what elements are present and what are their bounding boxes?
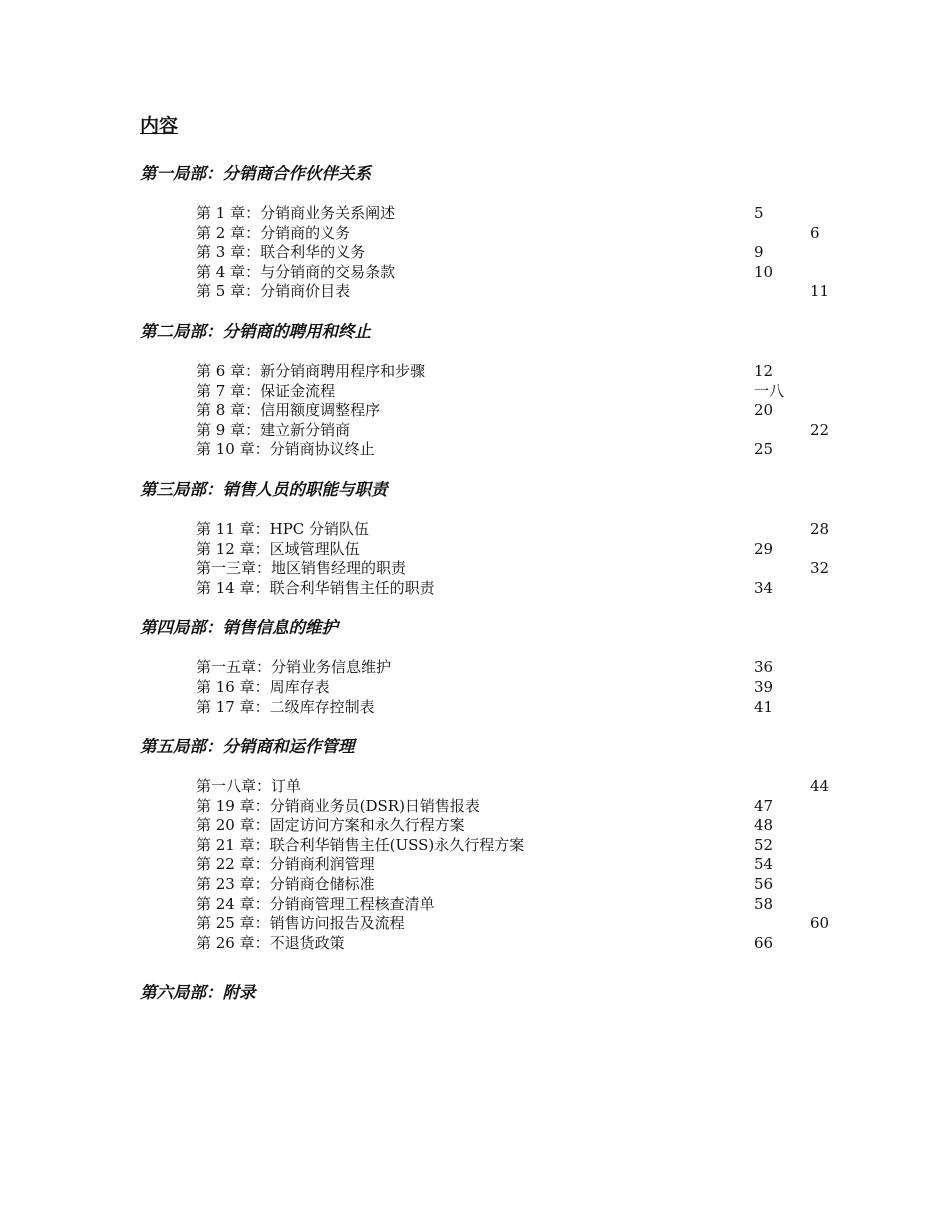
part-title: 第四局部：销售信息的维护 (140, 618, 338, 638)
chapter-entry (196, 579, 840, 599)
chapter-title: 第 26 章：不退货政策 (196, 933, 345, 952)
toc-part (140, 478, 840, 598)
chapter-title: 第一五章：分销业务信息维护 (196, 658, 392, 677)
chapter-entry (196, 914, 840, 934)
chapter-title: 第 1 章：分销商业务关系阐述 (196, 204, 396, 222)
chapter-page-number: 5 (754, 204, 764, 222)
chapter-page-number: 54 (754, 855, 774, 874)
chapter-page-number: 56 (754, 875, 774, 894)
chapter-title: 第 2 章：分销商的义务 (196, 223, 351, 242)
chapter-entry (196, 855, 840, 875)
chapter-title: 第 9 章：建立新分销商 (196, 420, 351, 439)
part-title: 第一局部：分销商合作伙伴关系 (140, 164, 371, 183)
chapter-page-number: 39 (754, 677, 774, 696)
chapter-entry (196, 421, 840, 441)
chapter-page-number: 9 (754, 243, 764, 262)
chapter-title: 第 19 章：分销商业务员(DSR)日销售报表 (196, 796, 480, 815)
chapter-title: 第 8 章：信用额度调整程序 (196, 401, 381, 420)
chapter-title: 第 25 章：销售访问报告及流程 (196, 914, 405, 933)
chapter-page-number: 44 (810, 777, 830, 796)
chapter-page-number: 47 (754, 796, 774, 815)
chapter-page-number: 60 (810, 914, 830, 933)
chapter-entry (196, 362, 840, 382)
chapter-title: 第 17 章：二级库存控制表 (196, 697, 375, 716)
chapter-list (196, 658, 840, 717)
chapter-page-number: 25 (754, 440, 774, 459)
chapter-title: 第一八章：订单 (196, 777, 302, 796)
chapter-list (196, 777, 840, 953)
chapter-entry (196, 401, 840, 421)
part-title: 第三局部：销售人员的职能与职责 (140, 479, 388, 499)
toc-part (140, 616, 840, 717)
chapter-page-number: 20 (754, 401, 774, 420)
chapter-title: 第 5 章：分销商价目表 (196, 282, 351, 301)
part-title: 第五局部：分销商和运作管理 (140, 737, 355, 757)
chapter-entry (196, 934, 840, 954)
chapter-page-number: 一八 (754, 381, 785, 400)
chapter-page-number: 28 (810, 519, 830, 538)
table-of-contents (140, 112, 840, 1023)
chapter-title: 第 4 章：与分销商的交易条款 (196, 262, 396, 281)
chapter-page-number: 58 (754, 894, 774, 913)
chapter-entry (196, 777, 840, 797)
chapter-entry (196, 797, 840, 817)
chapter-entry (196, 243, 840, 263)
chapter-page-number: 10 (754, 262, 774, 281)
chapter-entry (196, 875, 840, 895)
chapter-title: 第 23 章：分销商仓储标准 (196, 875, 375, 894)
chapter-entry (196, 263, 840, 283)
chapter-page-number: 36 (754, 658, 774, 677)
chapter-page-number: 41 (754, 697, 774, 716)
chapter-entry (196, 658, 840, 678)
chapter-entry (196, 540, 840, 560)
toc-part (140, 162, 840, 302)
chapter-entry (196, 282, 840, 302)
chapter-entry (196, 559, 840, 579)
chapter-title: 第 3 章：联合利华的义务 (196, 243, 366, 262)
chapter-page-number: 22 (810, 420, 830, 439)
chapter-entry (196, 678, 840, 698)
chapter-entry (196, 440, 840, 460)
toc-parts (140, 162, 840, 1005)
part-title: 第二局部：分销商的聘用和终止 (140, 321, 371, 341)
chapter-title: 第 24 章：分销商管理工程核查清单 (196, 894, 435, 913)
chapter-list (196, 520, 840, 598)
chapter-page-number: 32 (810, 559, 830, 578)
chapter-page-number: 29 (754, 539, 774, 558)
chapter-title: 第一三章：地区销售经理的职责 (196, 559, 407, 578)
chapter-title: 第 14 章：联合利华销售主任的职责 (196, 578, 435, 597)
chapter-title: 第 11 章：HPC 分销队伍 (196, 519, 370, 538)
chapter-entry (196, 224, 840, 244)
chapter-title: 第 7 章：保证金流程 (196, 381, 336, 400)
toc-part (140, 320, 840, 460)
chapter-page-number: 11 (810, 282, 830, 301)
chapter-entry (196, 836, 840, 856)
chapter-title: 第 21 章：联合利华销售主任(USS)永久行程方案 (196, 835, 525, 854)
chapter-entry (196, 698, 840, 718)
chapter-page-number: 34 (754, 578, 774, 597)
chapter-page-number: 52 (754, 835, 774, 854)
chapter-entry (196, 895, 840, 915)
chapter-entry (196, 382, 840, 402)
chapter-list (196, 204, 840, 302)
chapter-title: 第 16 章：周库存表 (196, 677, 330, 696)
chapter-title: 第 10 章：分销商协议终止 (196, 440, 375, 459)
chapter-title: 第 12 章：区域管理队伍 (196, 539, 360, 558)
chapter-title: 第 22 章：分销商利润管理 (196, 855, 375, 874)
chapter-page-number: 48 (754, 816, 774, 835)
chapter-page-number: 6 (810, 223, 820, 242)
part-title: 第六局部：附录 (140, 983, 256, 1003)
chapter-entry (196, 204, 840, 224)
toc-part (140, 981, 840, 1005)
chapter-title: 第 20 章：固定访问方案和永久行程方案 (196, 816, 465, 835)
chapter-entry (196, 816, 840, 836)
chapter-list (196, 362, 840, 460)
toc-part (140, 735, 840, 953)
chapter-entry (196, 520, 840, 540)
toc-title: 内容 (140, 115, 179, 137)
chapter-title: 第 6 章：新分销商聘用程序和步骤 (196, 361, 426, 380)
chapter-page-number: 12 (754, 361, 774, 380)
chapter-page-number: 66 (754, 933, 774, 952)
